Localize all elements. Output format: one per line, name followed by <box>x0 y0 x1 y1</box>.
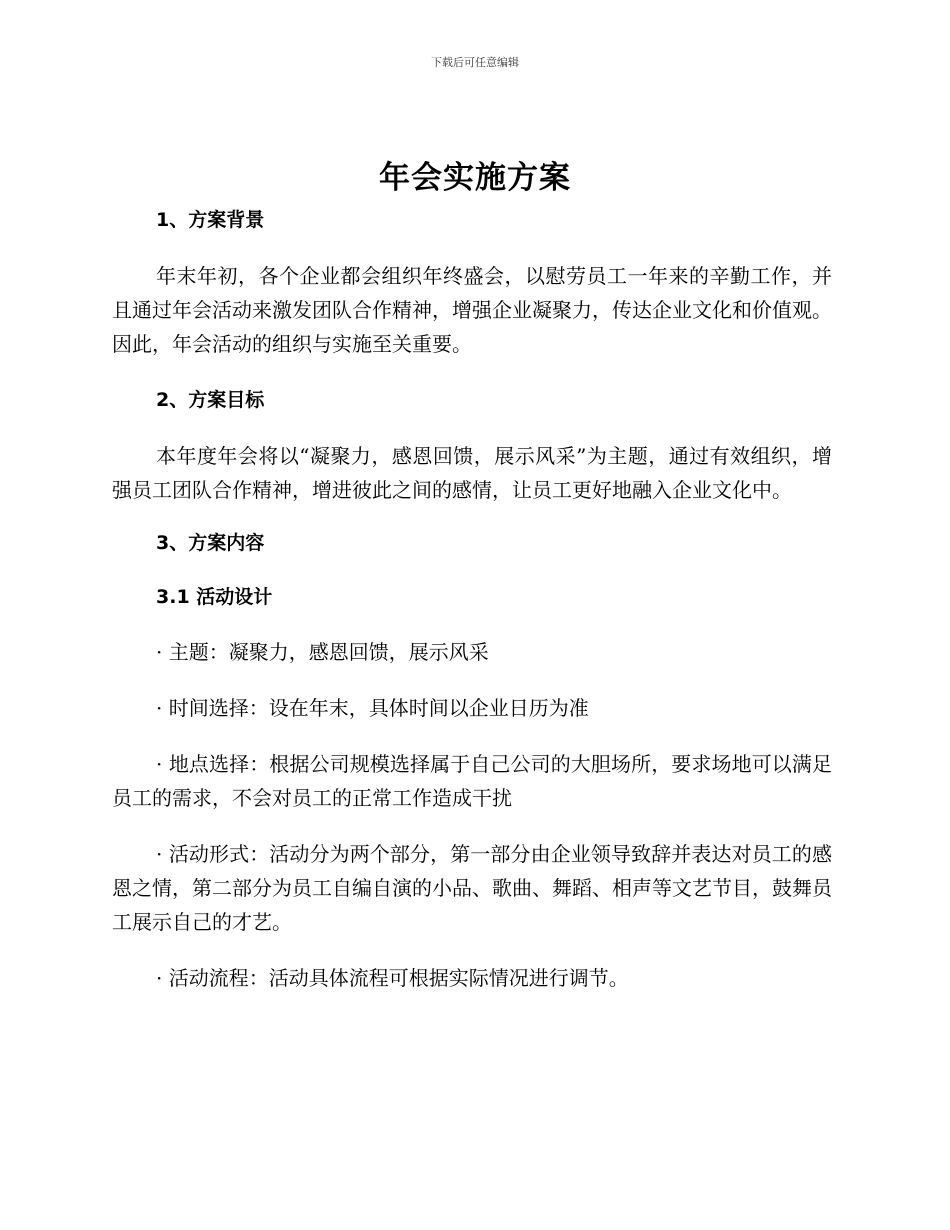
list-item-location: · 地点选择：根据公司规模选择属于自己公司的大胆场所，要求场地可以满足员工的需求，不会对员工的正常工作造成干扰 <box>112 752 832 810</box>
list-item-theme: · 主题：凝聚力，感恩回馈，展示风采 <box>156 640 489 664</box>
page-title: 年会实施方案 <box>379 160 571 196</box>
list-item-process: · 活动流程：活动具体流程可根据实际情况进行调节。 <box>156 966 629 990</box>
list-item-format: · 活动形式：活动分为两个部分，第一部分由企业领导致辞并表达对员工的感恩之情，第二部分为员工自编自演的小品、歌曲、舞蹈、相声等文艺节目，鼓舞员工展示自己的才艺。 <box>112 842 832 934</box>
paragraph-goal: 本年度年会将以“凝聚力，感恩回馈，展示风采”为主题，通过有效组织，增强员工团队合作精神，增进彼此之间的感情，让员工更好地融入企业文化中。 <box>112 444 832 502</box>
heading-content: 3、方案内容 <box>156 532 265 554</box>
heading-background: 1、方案背景 <box>156 209 265 231</box>
subheading-activity-design: 3.1 活动设计 <box>156 586 273 608</box>
heading-goal: 2、方案目标 <box>156 389 265 411</box>
document-body <box>112 204 832 995</box>
paragraph-background: 年末年初，各个企业都会组织年终盛会，以慰劳员工一年来的辛勤工作，并且通过年会活动来激发团队合作精神，增强企业凝聚力，传达企业文化和价值观。因此，年会活动的组织与实施至关重要。 <box>112 264 832 356</box>
header-note: 下载后可任意编辑 <box>431 56 519 69</box>
list-item-time: · 时间选择：设在年末，具体时间以企业日历为准 <box>156 696 589 720</box>
